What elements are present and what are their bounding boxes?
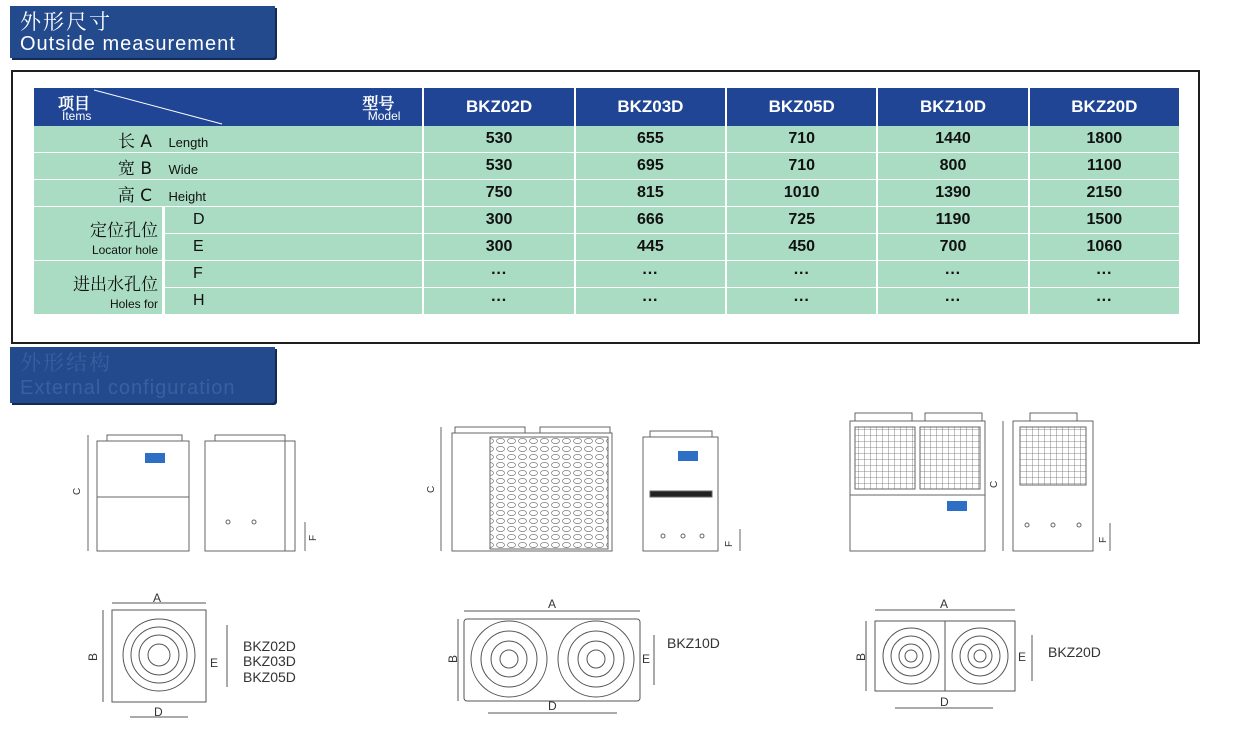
configuration-drawings xyxy=(0,405,1233,735)
row-label-cn: 长 A xyxy=(117,131,152,152)
model-header: BKZ02D xyxy=(424,88,573,126)
items-label-en: Items xyxy=(62,109,92,123)
row-label-en: Height xyxy=(168,188,207,204)
row-label-cn: 高 C xyxy=(117,185,152,206)
model-caption: BKZ10D xyxy=(667,635,720,651)
dim-label-c: C xyxy=(989,480,1000,488)
row-label xyxy=(34,126,422,153)
row-label-en: Length xyxy=(168,134,209,150)
unit-large-side-view xyxy=(989,413,1110,551)
model-caption: BKZ03D xyxy=(243,653,296,669)
dim-label-c: C xyxy=(72,487,83,495)
dim-label-b: B xyxy=(86,652,100,661)
row-label xyxy=(34,180,422,207)
unit-small-side-view xyxy=(205,435,319,551)
unit-large-front-view xyxy=(850,413,985,551)
table-cell: ··· xyxy=(576,288,725,315)
model-caption: BKZ05D xyxy=(243,669,296,685)
table-cell: 1800 xyxy=(1030,126,1179,153)
table-cell: 695 xyxy=(576,153,725,180)
table-cell: ··· xyxy=(727,261,876,288)
table-cell: 1440 xyxy=(878,126,1027,153)
row-label-group xyxy=(34,207,163,261)
row-label-en: Wide xyxy=(168,161,199,177)
row-label-en: Holes for xyxy=(109,297,158,311)
model-label-en: Model xyxy=(367,109,401,123)
table-cell: 710 xyxy=(727,126,876,153)
measurement-table xyxy=(32,88,1181,315)
dim-label-a: A xyxy=(153,591,162,605)
dim-label-a: A xyxy=(548,597,557,611)
table-cell: 710 xyxy=(727,153,876,180)
model-header: BKZ03D xyxy=(576,88,725,126)
table-row xyxy=(34,288,1179,315)
section-title-en: External configuration xyxy=(20,377,236,399)
table-cell: ··· xyxy=(1030,261,1179,288)
row-label-group xyxy=(34,261,163,315)
model-header: BKZ20D xyxy=(1030,88,1179,126)
brand-logo-icon xyxy=(145,453,165,463)
table-cell: ··· xyxy=(576,261,725,288)
table-row xyxy=(34,207,1179,234)
model-header: BKZ10D xyxy=(878,88,1027,126)
table-row xyxy=(34,153,1179,180)
top-view-medium xyxy=(446,597,654,713)
dim-label-a: A xyxy=(940,597,949,611)
dim-label-e: E xyxy=(210,656,219,670)
table-cell: ··· xyxy=(878,261,1027,288)
table-cell: 666 xyxy=(576,207,725,234)
table-cell: ··· xyxy=(424,261,573,288)
dim-label-d: D xyxy=(940,695,949,709)
dim-label-d: D xyxy=(548,699,557,713)
table-cell: 800 xyxy=(878,153,1027,180)
dim-label-e: E xyxy=(642,652,651,666)
table-cell: 300 xyxy=(424,207,573,234)
table-corner-cell xyxy=(34,88,422,126)
table-cell: 750 xyxy=(424,180,573,207)
top-view-small xyxy=(86,591,227,719)
table-cell: 450 xyxy=(727,234,876,261)
row-label-cn: 进出水孔位 xyxy=(73,275,158,295)
table-row xyxy=(34,261,1179,288)
table-cell: 530 xyxy=(424,153,573,180)
drawings-svg xyxy=(0,405,1233,735)
table-cell: 530 xyxy=(424,126,573,153)
table-cell: 815 xyxy=(576,180,725,207)
table-cell: 1010 xyxy=(727,180,876,207)
dim-label-b: B xyxy=(854,652,868,661)
row-key: H xyxy=(165,288,422,315)
table-cell: 1190 xyxy=(878,207,1027,234)
table-cell: ··· xyxy=(878,288,1027,315)
table-row xyxy=(34,234,1179,261)
dim-label-f: F xyxy=(724,540,735,547)
table-cell: 655 xyxy=(576,126,725,153)
section-title-en: Outside measurement xyxy=(20,33,236,55)
row-label-en: Locator hole xyxy=(91,243,158,257)
table-cell: 700 xyxy=(878,234,1027,261)
unit-medium-front-view xyxy=(426,427,612,551)
table-cell: ··· xyxy=(424,288,573,315)
row-key: F xyxy=(165,261,422,288)
table-cell: ··· xyxy=(727,288,876,315)
table-row xyxy=(34,180,1179,207)
table-header-row xyxy=(34,88,1179,126)
model-caption: BKZ02D xyxy=(243,638,296,654)
unit-medium-side-view xyxy=(643,431,740,551)
table-cell: 1100 xyxy=(1030,153,1179,180)
row-label-cn: 宽 B xyxy=(117,158,152,179)
table-cell: 1500 xyxy=(1030,207,1179,234)
model-caption: BKZ20D xyxy=(1048,644,1101,660)
dim-label-c: C xyxy=(426,485,437,493)
dim-label-f: F xyxy=(308,534,319,541)
table-cell: 725 xyxy=(727,207,876,234)
dim-label-b: B xyxy=(446,654,460,663)
row-label-cn: 定位孔位 xyxy=(90,221,158,241)
table-cell: ··· xyxy=(1030,288,1179,315)
brand-logo-icon xyxy=(947,501,967,511)
unit-small-front-view xyxy=(72,435,189,551)
top-view-large xyxy=(854,597,1032,709)
table-cell: 1390 xyxy=(878,180,1027,207)
table-cell: 1060 xyxy=(1030,234,1179,261)
table-cell: 2150 xyxy=(1030,180,1179,207)
table-cell: 445 xyxy=(576,234,725,261)
table-row xyxy=(34,126,1179,153)
model-header: BKZ05D xyxy=(727,88,876,126)
brand-logo-icon xyxy=(678,451,698,461)
section-header-outside-measurement xyxy=(10,6,275,58)
dim-label-d: D xyxy=(154,705,163,719)
row-label xyxy=(34,153,422,180)
row-key: E xyxy=(165,234,422,261)
section-title-cn: 外形结构 xyxy=(20,351,112,375)
items-label-cn: 项目 xyxy=(58,94,91,113)
dim-label-e: E xyxy=(1018,650,1027,664)
model-label-cn: 型号 xyxy=(362,94,395,113)
dim-label-f: F xyxy=(1098,536,1109,543)
section-title-cn: 外形尺寸 xyxy=(20,10,112,34)
row-key: D xyxy=(165,207,422,234)
section-header-external-configuration xyxy=(10,347,275,403)
table-cell: 300 xyxy=(424,234,573,261)
